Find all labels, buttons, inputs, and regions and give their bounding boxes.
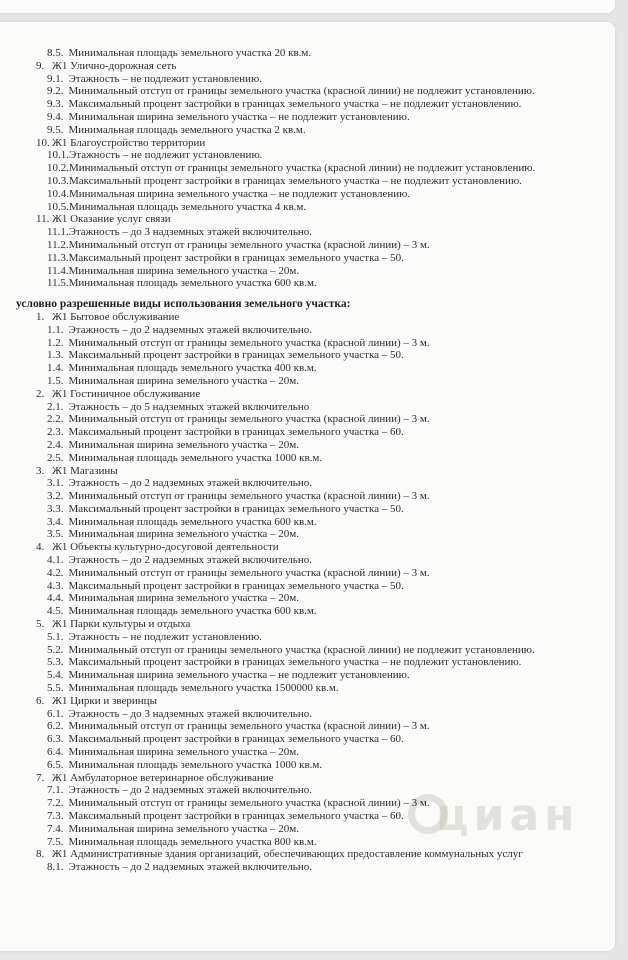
item-text: Минимальный отступ от границы земельного участка (красной линии) – 3 м. <box>68 566 430 579</box>
item-text: Этажность – до 2 надземных этажей включительно. <box>68 477 312 490</box>
item-number: 4.5. <box>47 605 64 618</box>
item-text: Минимальная ширина земельного участка – 20м. <box>68 374 299 387</box>
item-text: Ж1 Бытовое обслуживание <box>52 310 180 323</box>
item-number: 7. <box>36 771 45 784</box>
list-item-sub <box>0 413 600 426</box>
list-item-sub <box>0 85 600 98</box>
list-item-sub <box>0 111 600 124</box>
item-number: 5.3. <box>47 656 64 669</box>
list-item-sub <box>0 682 600 695</box>
item-text: Максимальный процент застройки в границах земельного участка – 50. <box>68 251 404 264</box>
item-text: Минимальная площадь земельного участка 1000 кв.м. <box>68 758 323 771</box>
list-item-sub <box>0 720 600 733</box>
list-item-sub <box>0 656 600 669</box>
item-text: Минимальный отступ от границы земельного участка (красной линии) – 3 м. <box>68 238 430 251</box>
item-text: Этажность – до 2 надземных этажей включительно. <box>68 323 312 336</box>
item-number: 5.5. <box>47 682 64 695</box>
item-text: Минимальная площадь земельного участка 1000 кв.м. <box>68 451 323 464</box>
item-number: 11.2. <box>47 238 69 251</box>
list-item-sub <box>0 98 600 111</box>
list-item-sub <box>0 836 600 849</box>
list-item-main <box>0 618 600 631</box>
item-number: 4.2. <box>47 566 64 579</box>
item-number: 5.2. <box>47 643 64 656</box>
list-item-sub <box>0 452 600 465</box>
item-text: Этажность – не подлежит установлению. <box>68 630 262 643</box>
item-text: Максимальный процент застройки в границах земельного участка – не подлежит установлению. <box>68 98 522 111</box>
list-item-main <box>0 695 600 708</box>
list-item-sub <box>0 861 600 874</box>
item-text: Минимальная ширина земельного участка – не подлежит установлению. <box>68 110 410 123</box>
item-text: Минимальная ширина земельного участка – 20м. <box>68 746 299 759</box>
item-number: 10.5. <box>47 200 69 213</box>
list-item-sub <box>0 477 600 490</box>
list-item-sub <box>0 644 600 657</box>
list-item-main <box>0 388 600 401</box>
list-item-main <box>0 541 600 554</box>
item-text: Минимальная ширина земельного участка – 20м. <box>68 592 299 605</box>
list-item-sub <box>0 162 600 175</box>
item-number: 5.1. <box>47 630 64 643</box>
item-number: 6.2. <box>47 720 64 733</box>
item-number: 11. <box>36 213 50 226</box>
document-body <box>0 47 600 874</box>
item-text: Этажность – до 5 надземных этажей включительно <box>68 400 310 413</box>
item-number: 5.4. <box>47 669 64 682</box>
item-number: 7.3. <box>47 810 64 823</box>
item-text: Минимальная площадь земельного участка 4 кв.м. <box>69 200 307 213</box>
item-number: 9. <box>36 59 45 72</box>
item-number: 3.5. <box>47 528 64 541</box>
item-number: 3.2. <box>47 490 64 503</box>
item-text: Ж1 Объекты культурно-досуговой деятельности <box>52 541 279 554</box>
item-text: Минимальный отступ от границы земельного участка (красной линии) – 3 м. <box>68 490 430 503</box>
item-number: 1.1. <box>47 323 64 336</box>
list-item-sub <box>0 554 600 567</box>
item-number: 10.1. <box>47 149 69 162</box>
list-item-sub <box>0 592 600 605</box>
item-number: 6.4. <box>47 746 64 759</box>
item-text: Минимальная ширина земельного участка – 20м. <box>68 438 299 451</box>
item-number: 6.3. <box>47 733 64 746</box>
document-page <box>0 22 615 951</box>
item-text: Максимальный процент застройки в границах земельного участка – 60. <box>68 426 404 439</box>
item-text: Минимальный отступ от границы земельного участка (красной линии) не подлежит установлению. <box>69 162 536 175</box>
item-text: Минимальная ширина земельного участка – не подлежит установлению. <box>68 669 410 682</box>
item-text: Ж1 Оказание услуг связи <box>52 213 171 226</box>
item-text: Минимальная площадь земельного участка 20 кв.м. <box>68 47 312 59</box>
item-number: 7.4. <box>47 822 64 835</box>
item-number: 10.2. <box>47 162 69 175</box>
item-text: Ж1 Парки культуры и отдыха <box>52 618 191 631</box>
item-number: 11.1. <box>47 226 69 239</box>
item-text: Этажность – до 2 надземных этажей включительно. <box>68 554 312 567</box>
list-item-sub <box>0 349 600 362</box>
item-number: 10.4. <box>47 187 69 200</box>
list-item-sub <box>0 226 600 239</box>
list-item-sub <box>0 746 600 759</box>
item-number: 9.1. <box>47 72 64 85</box>
item-number: 4. <box>36 541 45 554</box>
item-text: Этажность – не подлежит установлению. <box>68 72 262 85</box>
item-text: Минимальная площадь земельного участка 1500000 кв.м. <box>68 682 339 695</box>
list-item-sub <box>0 810 600 823</box>
list-item-main <box>0 311 600 324</box>
item-text: Минимальная ширина земельного участка – 20м. <box>68 528 299 541</box>
item-number: 1.5. <box>47 374 64 387</box>
list-item-sub <box>0 73 600 86</box>
item-number: 6.5. <box>47 758 64 771</box>
list-item-sub <box>0 426 600 439</box>
list-item-main <box>0 465 600 478</box>
item-text: Минимальная площадь земельного участка 600 кв.м. <box>68 605 317 618</box>
item-text: Этажность – до 3 надземных этажей включительно. <box>68 226 313 239</box>
list-item-sub <box>0 175 600 188</box>
item-text: Минимальная площадь земельного участка 600 кв.м. <box>68 515 317 528</box>
item-number: 2.4. <box>47 438 64 451</box>
list-item-sub <box>0 784 600 797</box>
item-text: Ж1 Благоустройство территории <box>52 136 206 149</box>
item-text: Ж1 Цирки и зверинцы <box>52 694 157 707</box>
list-item-sub <box>0 823 600 836</box>
item-number: 1.4. <box>47 362 64 375</box>
item-number: 6.1. <box>47 707 64 720</box>
item-number: 7.2. <box>47 797 64 810</box>
list-item-sub <box>0 631 600 644</box>
list-item-sub <box>0 759 600 772</box>
list-item-sub <box>0 124 600 137</box>
item-number: 9.2. <box>47 85 64 98</box>
list-item-sub <box>0 797 600 810</box>
item-number: 8. <box>36 848 45 861</box>
item-number: 3. <box>36 464 45 477</box>
item-number: 1. <box>36 310 45 323</box>
item-text: Ж1 Амбулаторное ветеринарное обслуживание <box>52 771 274 784</box>
item-number: 9.4. <box>47 110 64 123</box>
item-text: Максимальный процент застройки в границах земельного участка – 50. <box>68 349 404 362</box>
item-number: 2.3. <box>47 426 64 439</box>
list-item-sub <box>0 605 600 618</box>
list-item-sub <box>0 733 600 746</box>
list-item-sub <box>0 401 600 414</box>
previous-page-edge <box>0 0 615 13</box>
item-text: Максимальный процент застройки в границах земельного участка – 60. <box>68 733 404 746</box>
list-item-sub <box>0 708 600 721</box>
list-item-sub <box>0 362 600 375</box>
item-text: Минимальная площадь земельного участка 600 кв.м. <box>68 277 317 290</box>
item-text: Максимальный процент застройки в границах земельного участка – 60. <box>68 810 404 823</box>
item-text: Ж1 Гостиничное обслуживание <box>52 387 201 400</box>
list-item-sub <box>0 324 600 337</box>
item-number: 10.3. <box>47 174 69 187</box>
item-number: 11.3. <box>47 251 69 264</box>
item-number: 9.3. <box>47 98 64 111</box>
list-item-sub <box>0 265 600 278</box>
item-number: 7.1. <box>47 784 64 797</box>
item-number: 3.1. <box>47 477 64 490</box>
cian-watermark-text: циан <box>436 790 580 841</box>
item-number: 8.1. <box>47 861 64 874</box>
item-number: 10. <box>36 136 50 149</box>
item-number: 4.4. <box>47 592 64 605</box>
item-text: Минимальная площадь земельного участка 800 кв.м. <box>68 835 317 848</box>
post-heading-list <box>0 311 600 874</box>
item-text: Максимальный процент застройки в границах земельного участка – не подлежит установлению. <box>68 656 522 669</box>
item-number: 5. <box>36 618 45 631</box>
item-text: Минимальный отступ от границы земельного участка (красной линии) – 3 м. <box>68 336 430 349</box>
item-text: Ж1 Административные здания организаций, обеспечивающих предоставление коммунальных услуг <box>52 848 523 861</box>
list-item-main <box>0 848 600 861</box>
item-text: Этажность – не подлежит установлению. <box>69 149 263 162</box>
list-item-sub <box>0 188 600 201</box>
item-number: 1.2. <box>47 336 64 349</box>
item-number: 2.1. <box>47 400 64 413</box>
item-text: Минимальная ширина земельного участка – не подлежит установлению. <box>69 187 411 200</box>
list-item-sub <box>0 669 600 682</box>
list-item-sub <box>0 516 600 529</box>
item-text: Этажность – до 2 надземных этажей включительно. <box>68 861 312 874</box>
item-text: Этажность – до 2 надземных этажей включительно. <box>68 784 312 797</box>
item-number: 7.5. <box>47 835 64 848</box>
item-number: 2. <box>36 387 45 400</box>
list-item-sub <box>0 528 600 541</box>
list-item-sub <box>0 252 600 265</box>
item-text: Минимальная ширина земельного участка – 20м. <box>68 822 299 835</box>
list-item-sub <box>0 503 600 516</box>
item-text: Минимальная площадь земельного участка 400 кв.м. <box>68 362 317 375</box>
list-item-main <box>0 60 600 73</box>
list-item-sub <box>0 490 600 503</box>
item-text: Минимальный отступ от границы земельного участка (красной линии) не подлежит установлению. <box>68 85 535 98</box>
section-heading: условно разрешенные виды использования земельного участка: <box>16 298 351 311</box>
list-item-sub <box>0 439 600 452</box>
list-item-sub <box>0 567 600 580</box>
item-text: Минимальная площадь земельного участка 2 кв.м. <box>68 123 306 136</box>
item-text: Минимальный отступ от границы земельного участка (красной линии) – 3 м. <box>68 720 430 733</box>
item-number: 11.5. <box>47 277 69 290</box>
item-number: 8.5. <box>47 47 64 59</box>
item-text: Минимальная ширина земельного участка – 20м. <box>68 264 300 277</box>
item-text: Ж1 Магазины <box>52 464 118 477</box>
item-number: 2.5. <box>47 451 64 464</box>
item-number: 2.2. <box>47 413 64 426</box>
list-item-main <box>0 137 600 150</box>
item-number: 9.5. <box>47 123 64 136</box>
item-number: 1.3. <box>47 349 64 362</box>
item-number: 11.4. <box>47 264 69 277</box>
item-text: Максимальный процент застройки в границах земельного участка – 50. <box>68 579 404 592</box>
item-text: Ж1 Улично-дорожная сеть <box>52 59 177 72</box>
item-text: Минимальный отступ от границы земельного участка (красной линии) – 3 м. <box>68 413 430 426</box>
list-item-main <box>0 772 600 785</box>
list-item-sub <box>0 277 600 290</box>
list-item-sub <box>0 580 600 593</box>
item-text: Минимальный отступ от границы земельного участка (красной линии) не подлежит установлению. <box>68 643 535 656</box>
item-number: 3.3. <box>47 502 64 515</box>
list-item-sub <box>0 337 600 350</box>
list-item-sub <box>0 239 600 252</box>
item-number: 6. <box>36 694 45 707</box>
list-item-sub <box>0 201 600 214</box>
pre-heading-list <box>0 47 600 290</box>
item-number: 4.3. <box>47 579 64 592</box>
item-text: Этажность – до 3 надземных этажей включительно. <box>68 707 312 720</box>
item-number: 4.1. <box>47 554 64 567</box>
item-text: Максимальный процент застройки в границах земельного участка – не подлежит установлению. <box>69 174 522 187</box>
list-item-sub <box>0 47 600 60</box>
item-text: Максимальный процент застройки в границах земельного участка – 50. <box>68 502 404 515</box>
list-item-sub <box>0 375 600 388</box>
list-item-main <box>0 213 600 226</box>
list-item-sub <box>0 149 600 162</box>
item-text: Минимальный отступ от границы земельного участка (красной линии) – 3 м. <box>68 797 430 810</box>
item-number: 3.4. <box>47 515 64 528</box>
